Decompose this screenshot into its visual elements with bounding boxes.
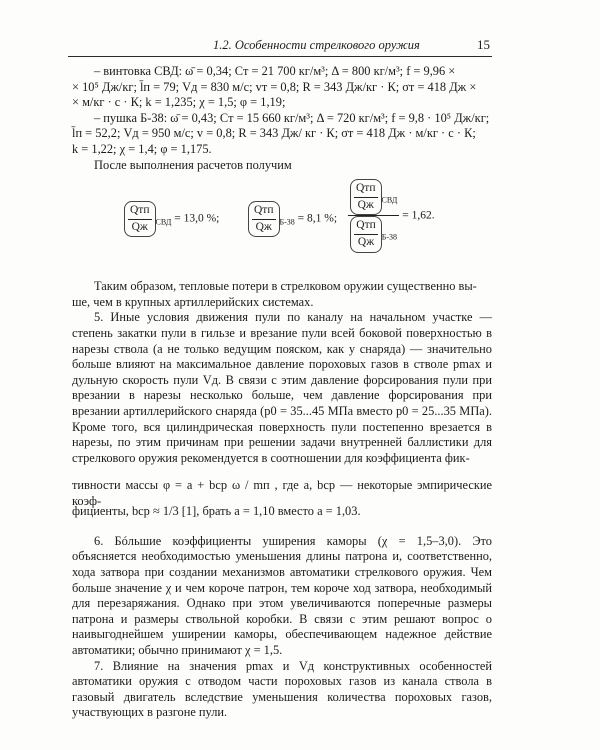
after-calc-text: После выполнения расчетов получим xyxy=(94,157,292,172)
svd-params-line-2: × 10⁵ Дж/кг; l̄п = 79; Vд = 830 м/с; vт = 0,8; R = 343 Дж/кг · К; σт = 418 Дж × xyxy=(72,79,477,94)
ratio-compare: $\frac{\text{Qтп}}{Qж}$ $_{СВД}$ $\frac{\text{Qтп}}{Qж}$ $_{Б-38}$ = 1,62. xyxy=(348,179,435,252)
svd-params-line-1: – винтовка СВД: ω̄ = 0,34; Cт = 21 700 кг/м³; Δ = 800 кг/м³; f = 9,96 × xyxy=(94,64,456,78)
b38-params-line-3: k = 1,22; χ = 1,4; φ = 1,175. xyxy=(72,141,212,156)
running-header xyxy=(68,36,492,57)
page-body xyxy=(72,64,492,721)
coef-line: фициенты, bср ≈ 1/3 [1], брать a = 1,10 вместо a = 1,03. xyxy=(72,504,361,519)
paragraph-5: 5. Иные условия движения пули по каналу на начальном участке — степень закатки пули в гильзе и врезание пули всей боковой поверхностью в нарезы ствола (а не только ведущим пояском, как у снаряда) — значительно больше влияют на максимальное давление пороховых газов в стволе pmax и дульную скорость пули Vд. В связи с этим давление форсирования пули при врезании в нарезы несколько больше, чем давление форсирования при врезании артиллерийского снаряда (p0 = 35...45 МПа вместо p0 = 25...35 МПа). Кроме того, вся цилиндрическая поверхность пули постепенно врезается в нарезы, по этим причинам при решении задачи внутренней баллистики для стрелкового оружия рекомендуется в соотношении для коэффициента фик- xyxy=(72,310,492,465)
b38-params-line-2: l̄п = 52,2; Vд = 950 м/с; v = 0,8; R = 343 Дж/ кг · К; σт = 418 Дж · м/кг · с · К; xyxy=(72,126,476,141)
running-title: 1.2. Особенности стрелкового оружия xyxy=(213,38,420,52)
conclusion-line-1: Таким образом, тепловые потери в стрелковом оружии существенно вы- xyxy=(94,279,477,294)
ratio-svd: $\frac{\text{Qтп}}{Qж}$ $_{СВД}$ = 13,0 %; xyxy=(124,201,219,237)
ratio-b38: $\frac{\text{Qтп}}{Qж}$ $_{Б-38}$ = 8,1 %; xyxy=(248,201,337,237)
paragraph-6: 6. Бóльшие коэффициенты уширения каморы (χ = 1,5–3,0). Это объясняется необходимостью уменьшения длины патрона и, соответственно, хода затвора при создании механизмов автоматики стрелкового оружия. Чем больше значение χ и чем короче патрон, тем короче ход затвора, необходимый для перезаряжания. Однако при этом увеличиваются поперечные размеры патрона и размеры ствольной коробки. В связи с этим решают вопрос о наивыгоднейшем уширении каморы, обеспечивающем надежное действие автоматики; обычно принимают χ = 1,5. xyxy=(72,533,492,658)
mass-coefficient-formula xyxy=(72,470,492,508)
svd-params-line-3: × м/кг · с · К; k = 1,235; χ = 1,5; φ = 1,19; xyxy=(72,95,286,110)
ratio-formula xyxy=(72,179,492,261)
conclusion-line-2: ше, чем в крупных артиллерийских системах. xyxy=(72,294,314,309)
b38-params-line-1: – пушка Б-38: ω̄ = 0,43; Cт = 15 660 кг/м³; Δ = 720 кг/м³; f = 9,8 · 10⁵ Дж/кг; xyxy=(94,110,490,125)
paragraph-7: 7. Влияние на значения pmax и Vд конструктивных особенностей автоматики оружия с отводом части пороховых газов из канала ствола в газовый двигатель вследствие уменьшения количества пороховых газов, участвующих в разгоне пули. xyxy=(72,658,492,720)
mass-line: тивности массы φ = a + bср ω / mп , где a, bср — некоторые эмпирические коэф- xyxy=(72,478,492,508)
page-number: 15 xyxy=(477,37,490,52)
